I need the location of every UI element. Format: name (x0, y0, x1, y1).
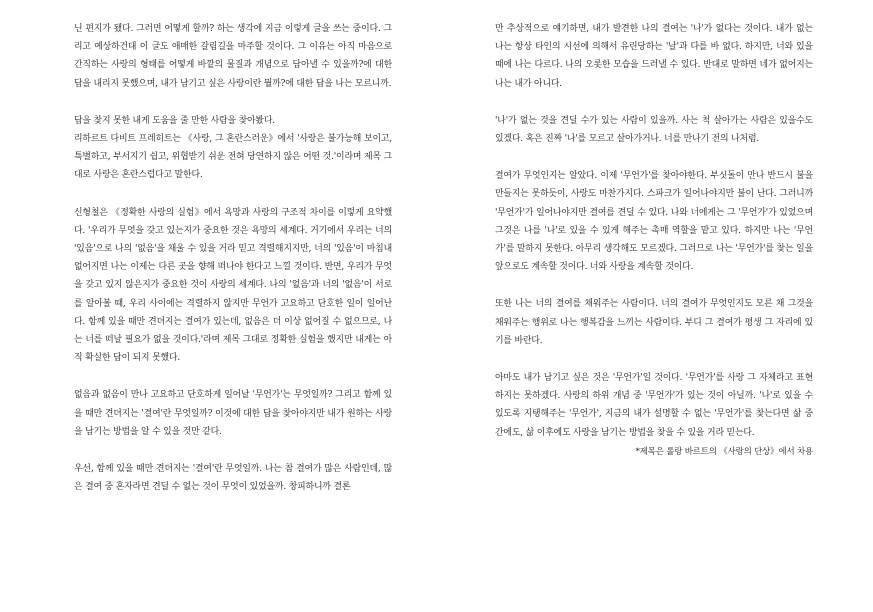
paragraph: 만 추상적으로 얘기하면, 내가 발견한 나의 결여는 '나'가 없다는 것이다. 내가 없는 나는 항상 타인의 시선에 의해서 유린당하는 '날'과 다를 바 없다. 하지만, 너와 있을 때에 나는 다르다. 나의 오롯한 모습을 드러낼 수 있다. 반대로 말하면 네가 없어지는 나는 내가 아니다. (495, 24, 813, 89)
paragraph: 답을 찾지 못한 내게 도움을 줄 만한 사람을 찾아봤다. 리하르트 다비트 프레히트는 《사랑, 그 혼란스러운》에서 '사랑은 불가능해 보이고, 특별하고, 부서지기 쉽고, 위협받기 쉬운 전혀 당연하지 않은 어떤 것.'이라며 제목 그대로 사랑은 혼란스럽다고 말한다. (74, 115, 392, 181)
paragraph: 또한 나는 너의 결여를 채워주는 사람이다. 너의 결여가 무엇인지도 모른 채 그것을 채워주는 행위로 나는 행복감을 느끼는 사람이다. 부디 그 결여가 평생 그 자리에 있기를 바란다. (495, 299, 813, 346)
paragraph: 아마도 내가 남기고 싶은 것은 '무언가'일 것이다. '무언가'를 사랑 그 자체라고 표현하지는 못하겠다. 사랑의 하위 개념 중 '무언가'가 있는 것이 아닐까. '나'로 있을 수 있도록 지탱해주는 '무언가', 지금의 내가 설명할 수 없는 '무언가'를 찾는다면 삶 중간에도, 삶 이후에도 사랑을 남기는 방법을 찾을 수 있을 거라 믿는다. (495, 373, 813, 438)
paragraph: 결여가 무엇인지는 알았다. 이제 '무언가'를 찾아야한다. 부싯돌이 만나 반드시 불을 만들지는 못하듯이, 사랑도 마찬가지다. 스파크가 일어나야지만 불이 난다. 그러니까 '무언가'가 일어나야지만 결여를 견딜 수 있다. 나와 너에게는 그 '무언가'가 있었으며 그것은 나를 '나'로 있을 수 있게 해주는 촉매 역할을 맡고 있다. 하지만 나는 '무언가'를 말하지 못한다. 아무리 생각해도 모르겠다. 그러므로 나는 '무언가'를 찾는 일을 앞으로도 계속할 것이다. 너와 사랑을 계속할 것이다. (495, 171, 813, 273)
footnote: *제목은 롤랑 바르트의 《사랑의 단상》에서 차용 (635, 446, 813, 457)
right-page (495, 20, 813, 600)
paragraph: 닌 편지가 됐다. 그러면 어떻게 할까? 하는 생각에 지금 이렇게 글을 쓰는 중이다. 그리고 예상하건대 이 글도 애매한 갈림길을 마주할 것이다. 그 이유는 아직 마음으로 간직하는 사랑의 형태를 어떻게 바깥의 물질과 개념으로 담아낼 수 있을까?에 대한 답을 내리지 못했으며, 내가 남기고 싶은 사랑이란 뭘까?에 대한 답을 나는 모르니까. (74, 24, 392, 89)
paragraph: 신형철은 《정확한 사랑의 실험》에서 욕망과 사랑의 구조적 차이를 이렇게 요약했다. '우리가 무엇을 갖고 있는지가 중요한 것은 욕망의 세계다. 거기에서 우리는 너의 '있음'으로 나의 '없음'을 채울 수 있을 거라 믿고 격렬해지지만, 너의 '있음'이 마침내 없어지면 나는 이제는 다른 곳을 향해 떠나야 한다고 느낄 것이다. 반면, 우리가 무엇을 갖고 있지 않은지가 중요한 것이 사랑의 세계다. 나의 '없음'과 너의 '없음'이 서로를 알아볼 때, 우리 사이에는 격렬하지 않지만 무언가 고요하고 단호한 일이 일어난다. 함께 있을 때만 견뎌지는 결여가 있는데, 없음은 더 이상 없어질 수 없으므로, 나는 너를 떠날 필요가 없을 것이다.'라며 제목 그대로 정확한 실험을 했지만 내게는 아직 확실한 답이 되지 못했다. (74, 207, 392, 364)
paragraph: 우선, 함께 있을 때만 견뎌지는 '결여'란 무엇일까. 나는 참 결여가 많은 사람인데, 많은 결여 중 혼자라면 견딜 수 없는 것이 무엇이 있었을까. 창피하니까 결론 (74, 464, 392, 493)
paragraph: '나'가 없는 것을 견딜 수가 있는 사람이 있을까. 사는 척 살아가는 사람은 있을수도 있겠다. 혹은 진짜 '나'를 모르고 살아가거나. 너를 만나기 전의 나처럼. (495, 115, 813, 145)
left-page (74, 20, 392, 600)
paragraph: 없음과 없음이 만나 고요하고 단호하게 일어날 '무언가'는 무엇일까? 그리고 함께 있을 때만 견뎌지는 '결여'란 무엇일까? 이것에 대한 답을 찾아야지만 내가 원하는 사랑을 남기는 방법을 알 수 있을 것만 같다. (74, 390, 392, 437)
